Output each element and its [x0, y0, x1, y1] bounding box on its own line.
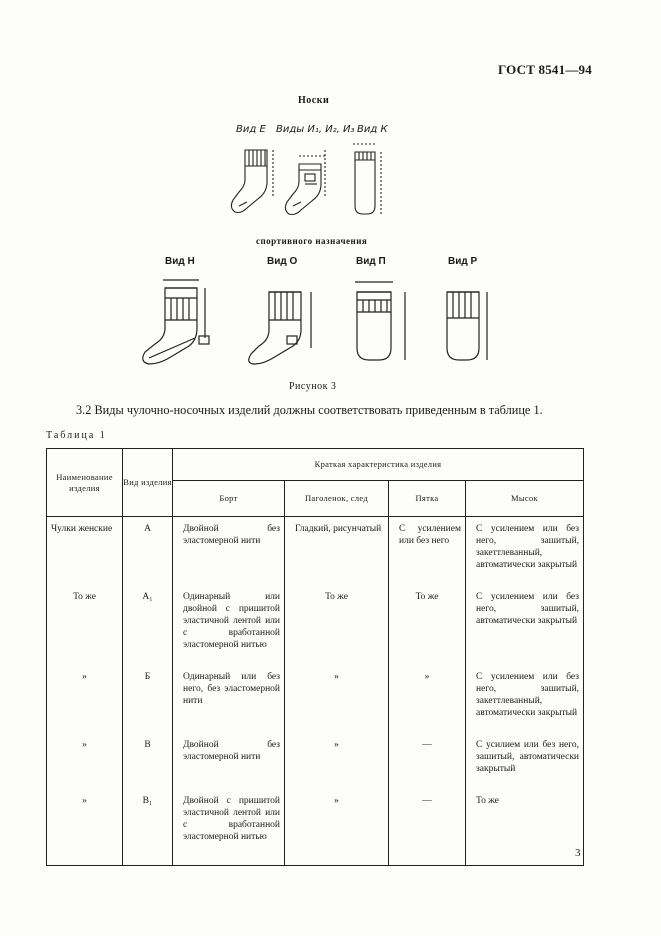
- cell-type: А₁: [123, 585, 173, 665]
- cell-type: А: [123, 517, 173, 586]
- cell-name: »: [47, 665, 123, 733]
- view-label-e: Вид Е: [236, 124, 266, 135]
- sock-e-drawing: [231, 150, 273, 213]
- cell-name: То же: [47, 585, 123, 665]
- view-label-p: Вид П: [356, 256, 386, 267]
- sock-n-drawing: [143, 280, 209, 364]
- view-label-k: Вид К: [357, 124, 388, 135]
- cell-bort: Двойной с пришитой эластичной лентой или с вработанной эластомерной нитью: [173, 789, 285, 866]
- col-header-bort: Борт: [173, 481, 285, 517]
- cell-bort: Двойной без эластомерной нити: [173, 733, 285, 789]
- cell-pyatka: »: [389, 665, 466, 733]
- cell-pagolenok: То же: [285, 585, 389, 665]
- cell-name: »: [47, 733, 123, 789]
- cell-name: Чулки женские: [47, 517, 123, 586]
- table-row: [47, 517, 584, 586]
- cell-bort: Одинарный или двойной с пришитой эластичной лентой или с вработанной эластомерной нитью: [173, 585, 285, 665]
- figure-caption: Рисунок 3: [289, 381, 337, 392]
- cell-type: В₁: [123, 789, 173, 866]
- col-header-mysok: Мысок: [466, 481, 584, 517]
- table-row: [47, 665, 584, 733]
- table-row: [47, 585, 584, 665]
- cell-mysok: С усилением или без него, зашитый, закеттлеванный, автоматически закрытый: [466, 665, 584, 733]
- sock-i-drawing: [285, 150, 325, 215]
- view-label-i: Виды И₁, И₂, И₃: [276, 124, 355, 135]
- table-row: [47, 733, 584, 789]
- cell-mysok: С усилением или без него, зашитый, автоматически закрытый: [466, 585, 584, 665]
- cell-bort: Двойной без эластомерной нити: [173, 517, 285, 586]
- cell-pyatka: —: [389, 789, 466, 866]
- cell-pyatka: —: [389, 733, 466, 789]
- socks-drawing-bottom: [135, 268, 495, 378]
- page-number: 3: [575, 847, 581, 859]
- col-header-pagolenok: Паголенок, след: [285, 481, 389, 517]
- view-label-r: Вид Р: [448, 256, 478, 267]
- cell-mysok: С усилием или без него, зашитый, автоматически закрытый: [466, 733, 584, 789]
- view-label-o: Вид О: [267, 256, 298, 267]
- figure-title-socks: Носки: [298, 95, 330, 106]
- socks-drawing-top: [225, 136, 415, 226]
- sock-p-drawing: [355, 282, 405, 360]
- document-code: ГОСТ 8541—94: [498, 62, 592, 77]
- col-header-pyatka: Пятка: [389, 481, 466, 517]
- cell-name: »: [47, 789, 123, 866]
- cell-pagolenok: »: [285, 789, 389, 866]
- cell-type: Б: [123, 665, 173, 733]
- col-header-group: Краткая характеристика изделия: [173, 449, 584, 481]
- cell-pyatka: То же: [389, 585, 466, 665]
- cell-mysok: С усилением или без него, зашитый, закеттлеванный, автоматически закрытый: [466, 517, 584, 586]
- table-row: [47, 789, 584, 866]
- cell-pagolenok: Гладкий, рисунчатый: [285, 517, 389, 586]
- cell-pagolenok: »: [285, 733, 389, 789]
- cell-pagolenok: »: [285, 665, 389, 733]
- cell-pyatka: С усилением или без него: [389, 517, 466, 586]
- table-title: Таблица 1: [46, 430, 107, 441]
- sock-k-drawing: [353, 144, 381, 214]
- col-header-name: Наименование изделия: [47, 449, 123, 517]
- product-types-table: [46, 448, 584, 866]
- col-header-type: Вид изделия: [123, 449, 173, 517]
- sock-o-drawing: [249, 292, 311, 364]
- paragraph-3-2: 3.2 Виды чулочно-носочных изделий должны соответствовать приведенным в таблице 1.: [76, 403, 543, 417]
- view-label-n: Вид Н: [165, 256, 195, 267]
- cell-type: В: [123, 733, 173, 789]
- cell-mysok: То же: [466, 789, 584, 866]
- sock-r-drawing: [447, 292, 487, 360]
- cell-bort: Одинарный или без него, без эластомерной нити: [173, 665, 285, 733]
- figure-subtitle-sport: спортивного назначения: [256, 236, 368, 246]
